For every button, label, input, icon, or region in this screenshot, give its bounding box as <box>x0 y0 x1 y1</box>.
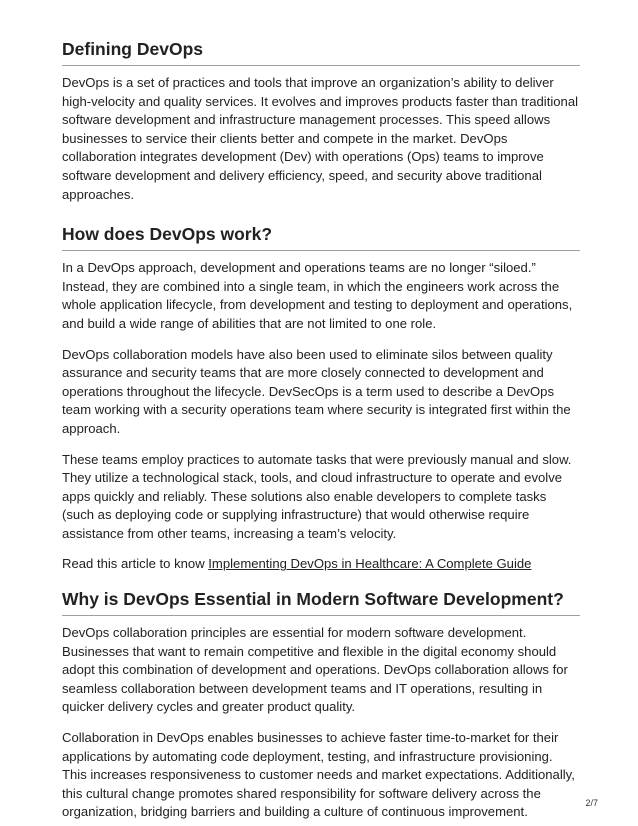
section-why-devops-essential <box>62 588 580 822</box>
section-how-devops-works <box>62 223 580 574</box>
section-heading: How does DevOps work? <box>62 223 580 251</box>
section-heading: Defining DevOps <box>62 38 580 66</box>
paragraph: DevOps collaboration models have also been used to eliminate silos between quality assurance and security teams that are more closely connected to development and operations throughout the lifecycle. DevSecOps is a term used to describe a DevOps team working with a security operations team where security is integrated first within the approach. <box>62 346 571 436</box>
read-more-paragraph <box>62 555 580 574</box>
section-heading: Why is DevOps Essential in Modern Software Development? <box>62 588 580 616</box>
healthcare-guide-link[interactable]: Implementing DevOps in Healthcare: A Complete Guide <box>208 556 532 572</box>
paragraph: These teams employ practices to automate tasks that were previously manual and slow. They utilize a technological stack, tools, and cloud infrastructure to operate and evolve apps quickly and reliably. These solutions also enable developers to complete tasks (such as deploying code or supplying infrastructure) that would otherwise require assistance from other teams, increasing a team’s velocity. <box>62 451 572 541</box>
paragraph: DevOps collaboration principles are essential for modern software development. Businesses that want to remain competitive and flexible in the digital economy should adopt this combination of development and operations. DevOps collaboration allows for seamless collaboration between development teams and IT operations, resulting in quicker delivery cycles and greater product quality. <box>62 625 568 715</box>
section-body <box>62 74 580 204</box>
section-body <box>62 624 580 822</box>
paragraph: In a DevOps approach, development and operations teams are no longer “siloed.” Instead, they are combined into a single team, in which the engineers work across the whole application lifecycle, from development and testing to deployment and operations, and build a wide range of abilities that are not limited to one role. <box>62 260 573 331</box>
read-more-prefix: Read this article to know <box>62 556 209 572</box>
section-body <box>62 259 580 574</box>
document-page <box>62 38 580 822</box>
page-number: 2/7 <box>585 798 598 808</box>
section-defining-devops <box>62 38 580 204</box>
paragraph: DevOps is a set of practices and tools that improve an organization’s ability to deliver high-velocity and quality services. It evolves and improves products faster than traditional software development and infrastructure management processes. This speed allows businesses to service their clients better and compete in the market. DevOps collaboration integrates development (Dev) with operations (Ops) teams to improve software development and delivery efficiency, speed, and security above traditional approaches. <box>62 75 579 202</box>
paragraph: Collaboration in DevOps enables businesses to achieve faster time-to-market for their applications by automating code deployment, testing, and infrastructure provisioning. This increases responsiveness to customer needs and market expectations. Additionally, this cultural change promotes shared responsibility for software delivery across the organization, bridging barriers and building a culture of continuous improvement. <box>62 730 575 820</box>
